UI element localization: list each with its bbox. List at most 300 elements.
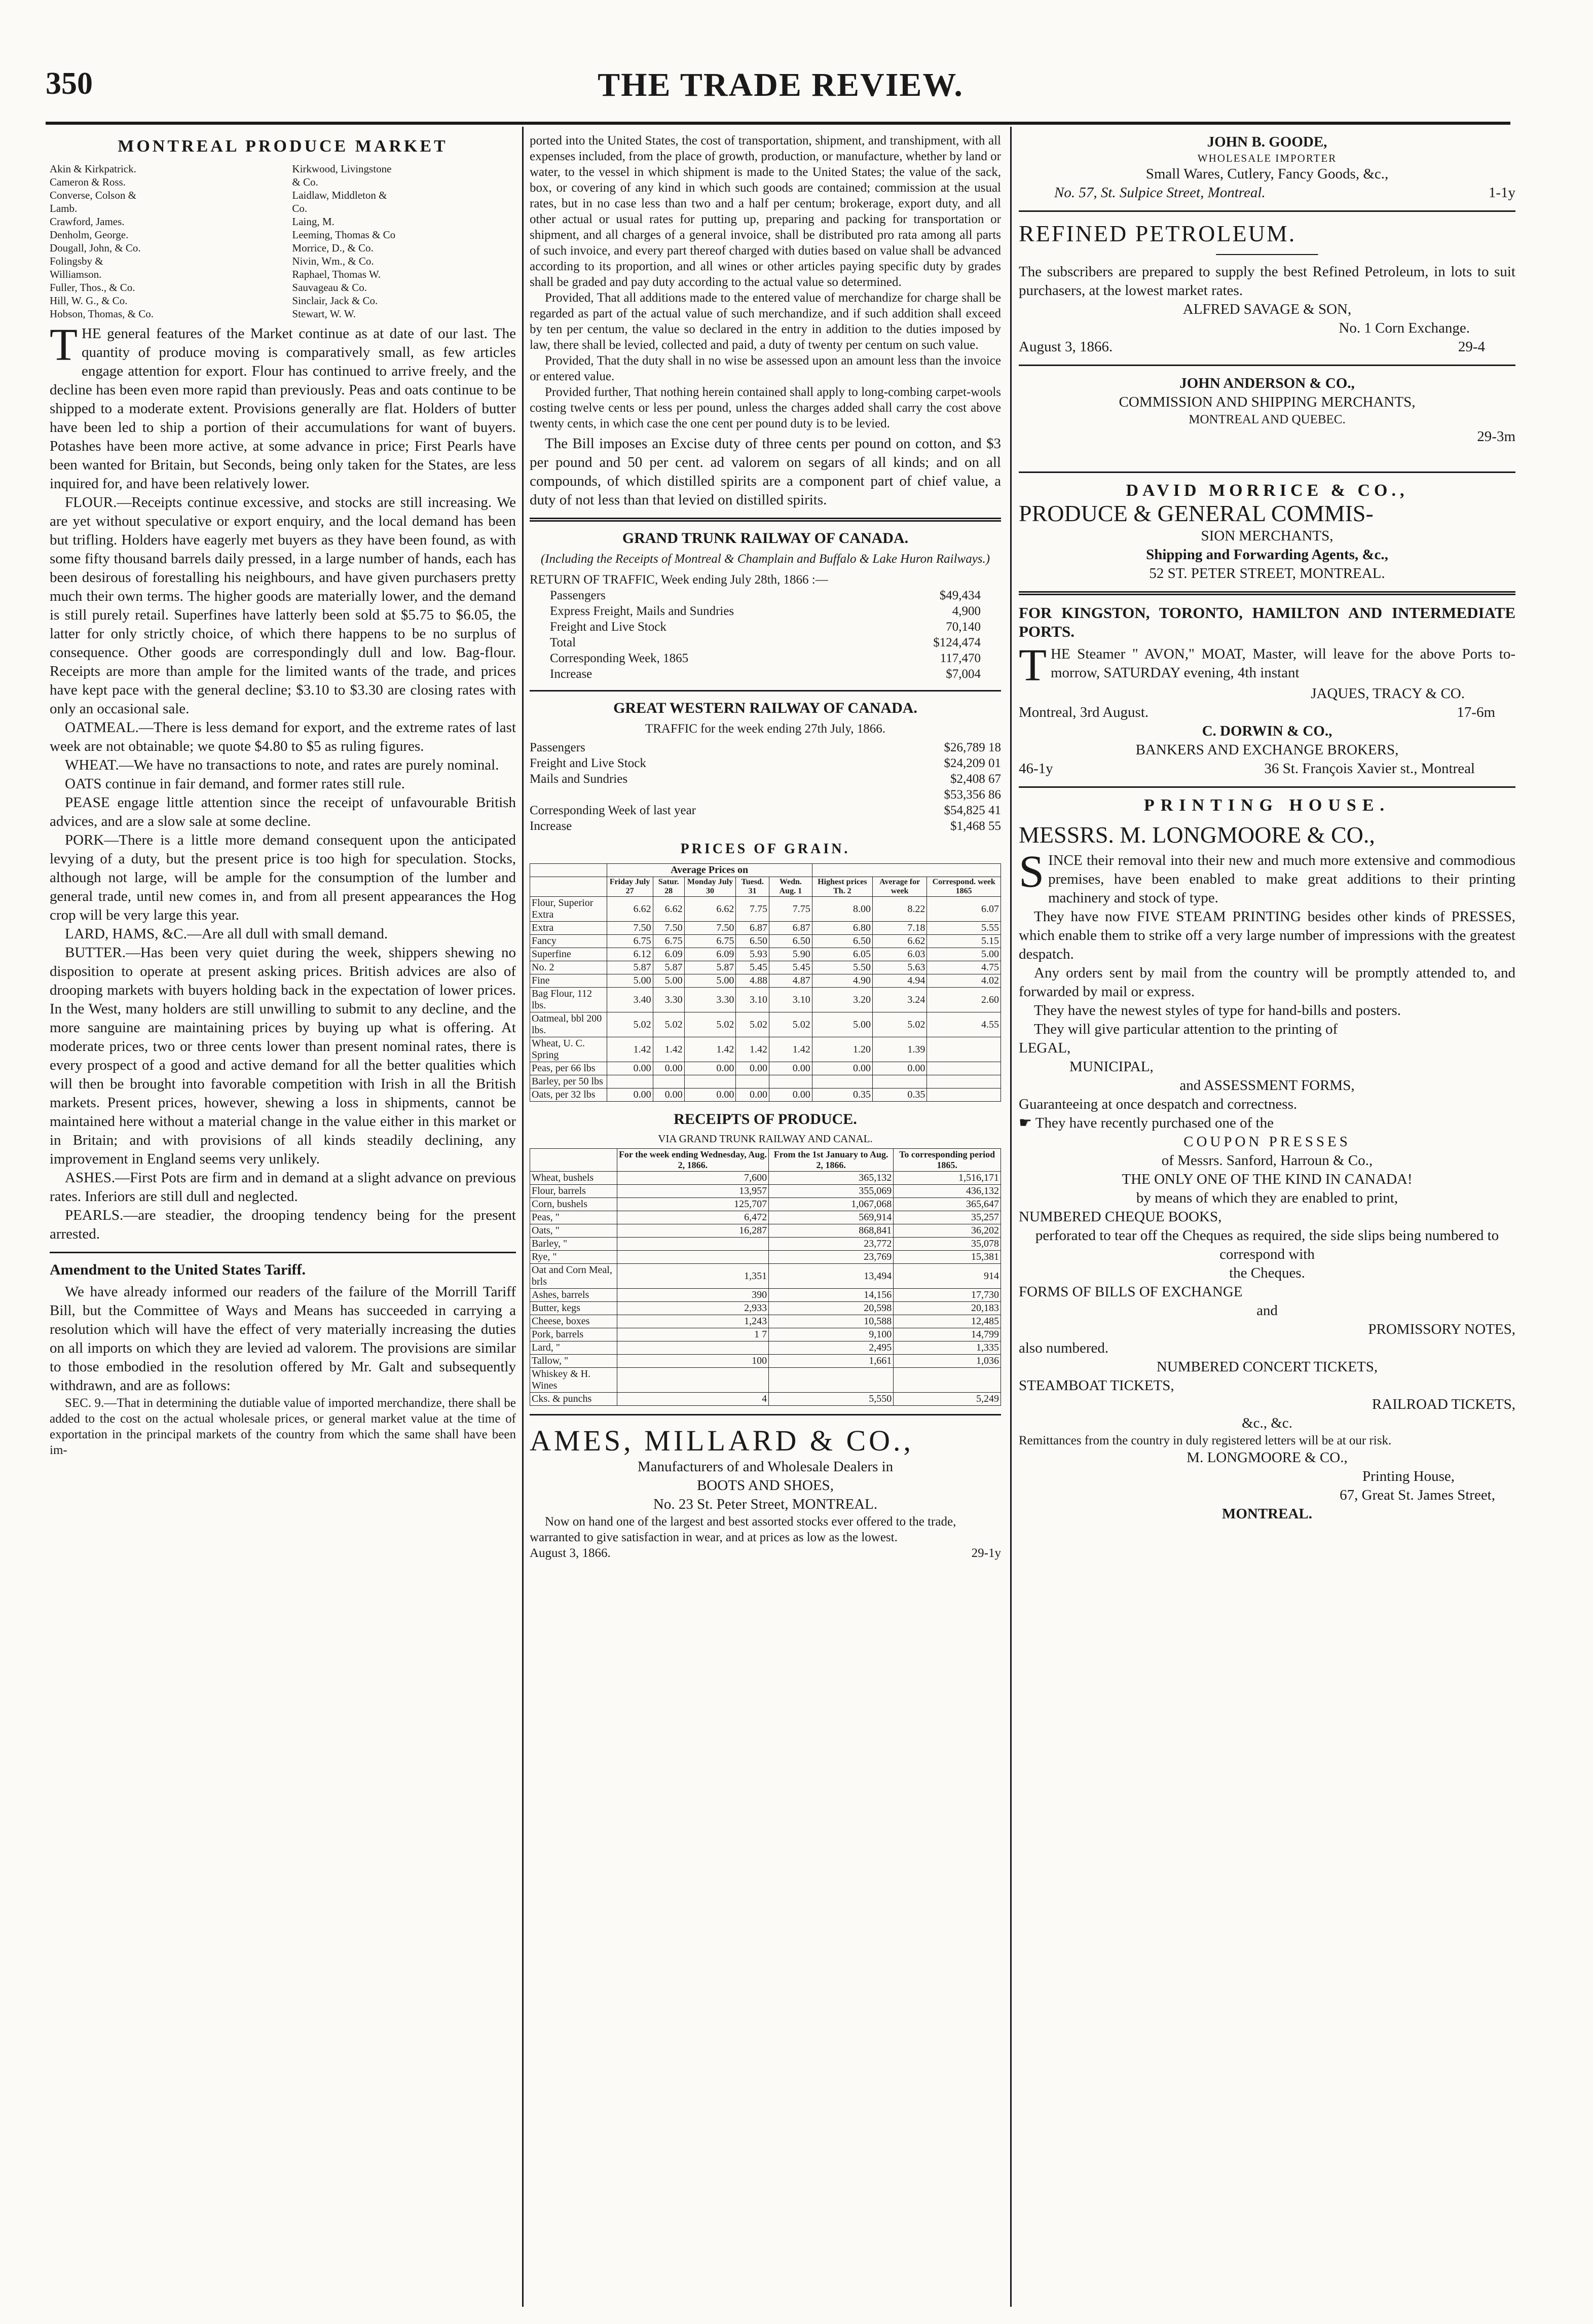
longmoore-railroad: RAILROAD TICKETS, bbox=[1372, 1396, 1515, 1412]
longmoore-perf2: the Cheques. bbox=[1229, 1265, 1305, 1281]
grain-cell: 3.20 bbox=[812, 988, 872, 1012]
grain-cell: 0.00 bbox=[607, 1062, 653, 1075]
grain-row-label: Oatmeal, bbl 200 lbs. bbox=[530, 1012, 607, 1037]
receipts-cell: 365,647 bbox=[894, 1198, 1001, 1211]
firm-list-right bbox=[292, 162, 516, 320]
return-label: Passengers bbox=[550, 589, 606, 602]
grain-corner bbox=[530, 864, 607, 877]
grain-cell: 4.02 bbox=[927, 974, 1001, 988]
receipts-row-label: Flour, barrels bbox=[530, 1185, 617, 1198]
firm-list-left bbox=[50, 162, 274, 320]
receipts-row bbox=[530, 1198, 1001, 1211]
receipts-row bbox=[530, 1302, 1001, 1315]
grain-cell: 5.63 bbox=[873, 961, 927, 974]
longmoore-assessment: and ASSESSMENT FORMS, bbox=[1179, 1077, 1355, 1094]
grain-cell: 7.75 bbox=[736, 897, 769, 922]
grain-col-header: Monday July 30 bbox=[684, 877, 736, 897]
receipts-cell: 23,772 bbox=[769, 1238, 894, 1251]
longmoore-and: and bbox=[1256, 1302, 1278, 1319]
grain-cell: 6.75 bbox=[653, 935, 684, 948]
grain-cell: 3.40 bbox=[607, 988, 653, 1012]
grain-cell bbox=[684, 1075, 736, 1088]
firm-name: Hobson, Thomas, & Co. bbox=[50, 308, 154, 320]
firm-name: Folingsby & Williamson. bbox=[50, 255, 103, 280]
receipts-row bbox=[530, 1393, 1001, 1406]
longmoore-city: MONTREAL. bbox=[1221, 1506, 1313, 1522]
wheat-paragraph: WHEAT.—We have no transactions to note, and rates are purely nominal. bbox=[65, 757, 499, 773]
grain-cell bbox=[607, 1075, 653, 1088]
receipts-row-label: Oat and Corn Meal, brls bbox=[530, 1264, 617, 1289]
receipts-cell: 13,494 bbox=[769, 1264, 894, 1289]
dorwin-address: 36 St. François Xavier st., Montreal bbox=[1264, 760, 1475, 777]
receipts-corner bbox=[530, 1149, 617, 1172]
receipts-row bbox=[530, 1341, 1001, 1355]
return-value: $53,356 86 bbox=[944, 788, 1001, 802]
receipts-row-label: Oats, " bbox=[530, 1224, 617, 1238]
market-heading: MONTREAL PRODUCE MARKET bbox=[118, 137, 448, 156]
column-rule-2 bbox=[1010, 127, 1012, 2307]
sec9-paragraph: SEC. 9.—That in determining the dutiable value of imported merchandize, there shall be added to the cost on the actual wholesale prices, or general market value at the time of exportation in the principal markets of the country from which the same shall have been im- bbox=[50, 1396, 516, 1457]
flour-paragraph: FLOUR.—Receipts continue excessive, and stocks are still increasing. We are yet without speculative or export enquiry, and the local demand has been but trifling. Holders have eagerly met buyers as they have been found, as with some fifty thousand barrels daily pressed, in a large number of hands, each has been desirous of forestalling his neighbours, and have given purchasers pretty much their own terms. The higher goods are materially lower, and the demand is still purely retail. Superfines have latterly been sold at $5.75 to $6.05, the latter for only strictly choice, of which there happens to be no surplus of consequence. Other goods are correspondingly dull and low. Bag-flour. Receipts are more than ample for the limited wants of the trade, and prices have kept pace with the general decline; $3.10 to $3.30 are closing rates with only an occasional sale. bbox=[50, 494, 516, 717]
return-value: 117,470 bbox=[940, 651, 981, 665]
grain-cell: 6.62 bbox=[684, 897, 736, 922]
morrice-address: 52 ST. PETER STREET, MONTREAL. bbox=[1149, 565, 1385, 582]
avon-agents: JAQUES, TRACY & CO. bbox=[1311, 685, 1465, 702]
great-western-subtitle: TRAFFIC for the week ending 27th July, 1866. bbox=[645, 722, 886, 736]
receipts-cell: 355,069 bbox=[769, 1185, 894, 1198]
longmoore-p2: They have now FIVE STEAM PRINTING besides other kinds of PRESSES, which enable them to strike off a very large number of impressions with the greatest despatch. bbox=[1019, 909, 1515, 962]
dorwin-code: 46-1y bbox=[1019, 760, 1053, 777]
return-value: 70,140 bbox=[946, 620, 981, 634]
return-label: Freight and Live Stock bbox=[550, 620, 666, 634]
grain-cell: 5.02 bbox=[607, 1012, 653, 1037]
grain-cell: 5.45 bbox=[769, 961, 812, 974]
longmoore-promissory: PROMISSORY NOTES, bbox=[1368, 1321, 1515, 1337]
grain-cell: 4.90 bbox=[812, 974, 872, 988]
avon-text: HE Steamer " AVON," MOAT, Master, will leave for the above Ports to-morrow, SATURDAY evening, 4th instant bbox=[1050, 646, 1515, 681]
receipts-cell: 17,730 bbox=[894, 1289, 1001, 1302]
grain-cell: 8.22 bbox=[873, 897, 927, 922]
drop-cap: T bbox=[1019, 640, 1047, 691]
petroleum-footer bbox=[1019, 338, 1515, 356]
receipts-row-label: Rye, " bbox=[530, 1251, 617, 1264]
grain-row-label: Bag Flour, 112 lbs. bbox=[530, 988, 607, 1012]
grain-cell: 7.50 bbox=[684, 922, 736, 935]
receipts-row bbox=[530, 1289, 1001, 1302]
grain-cell: 6.87 bbox=[736, 922, 769, 935]
return-label: Corresponding Week of last year bbox=[530, 804, 696, 817]
grain-cell: 0.00 bbox=[736, 1088, 769, 1102]
grain-cell: 4.75 bbox=[927, 961, 1001, 974]
receipts-row bbox=[530, 1315, 1001, 1328]
receipts-cell: 1,661 bbox=[769, 1355, 894, 1368]
grain-cell: 5.02 bbox=[684, 1012, 736, 1037]
lard-paragraph: LARD, HAMS, &C.—Are all dull with small demand. bbox=[65, 926, 388, 942]
grain-row-label: Flour, Superior Extra bbox=[530, 897, 607, 922]
longmoore-remit: Remittances from the country in duly registered letters will be at our risk. bbox=[1019, 1434, 1392, 1447]
grain-heading: PRICES OF GRAIN. bbox=[680, 841, 850, 857]
great-western-heading: GREAT WESTERN RAILWAY OF CANADA. bbox=[613, 700, 917, 716]
petroleum-code: 29-4 bbox=[1458, 339, 1485, 355]
grain-cell: 5.87 bbox=[684, 961, 736, 974]
grain-col-header: Highest prices Th. 2 bbox=[812, 877, 872, 897]
morrice-role2: SION MERCHANTS, bbox=[1201, 528, 1333, 544]
grain-header-row bbox=[530, 877, 1001, 897]
grain-cell: 6.50 bbox=[736, 935, 769, 948]
receipts-col-header: For the week ending Wednesday, Aug. 2, 1866. bbox=[617, 1149, 768, 1172]
grain-cell: 1.42 bbox=[607, 1037, 653, 1062]
receipts-cell: 9,100 bbox=[769, 1328, 894, 1341]
grain-corner bbox=[530, 877, 607, 897]
return-row bbox=[550, 666, 981, 682]
receipts-cell: 35,078 bbox=[894, 1238, 1001, 1251]
grain-cell: 0.00 bbox=[653, 1062, 684, 1075]
goode-name: JOHN B. GOODE, bbox=[1207, 134, 1327, 150]
receipts-cell: 10,588 bbox=[769, 1315, 894, 1328]
grain-cell: 0.00 bbox=[653, 1088, 684, 1102]
grain-cell: 6.05 bbox=[812, 948, 872, 961]
longmoore-sanford: of Messrs. Sanford, Harroun & Co., bbox=[1161, 1152, 1373, 1169]
longmoore-coupon-intro-text: They have recently purchased one of the bbox=[1035, 1115, 1274, 1131]
grain-row-label: Oats, per 32 lbs bbox=[530, 1088, 607, 1102]
grain-cell: 0.00 bbox=[769, 1088, 812, 1102]
longmoore-address: 67, Great St. James Street, bbox=[1340, 1487, 1495, 1503]
firm-list bbox=[50, 162, 516, 320]
page-number: 350 bbox=[46, 66, 93, 101]
grain-cell bbox=[812, 1075, 872, 1088]
longmoore-legal: LEGAL, bbox=[1019, 1040, 1071, 1056]
morrice-role3: Shipping and Forwarding Agents, &c., bbox=[1146, 547, 1388, 563]
grain-row bbox=[530, 1075, 1001, 1088]
receipts-header-row bbox=[530, 1149, 1001, 1172]
column-left bbox=[50, 133, 516, 2313]
receipts-cell: 12,485 bbox=[894, 1315, 1001, 1328]
firm-name: Akin & Kirkpatrick. bbox=[50, 163, 136, 175]
longmoore-printing-house: Printing House, bbox=[1362, 1468, 1455, 1484]
grain-cell: 6.80 bbox=[812, 922, 872, 935]
grain-row bbox=[530, 1037, 1001, 1062]
pearls-paragraph: PEARLS.—are steadier, the drooping tendency being for the present arrested. bbox=[50, 1207, 516, 1242]
longmoore-p1-text: INCE their removal into their new and much more extensive and commodious premises, have been enabled to make great additions to their printing machinery and stock of type. bbox=[1048, 852, 1515, 906]
grain-cell: 1.20 bbox=[812, 1037, 872, 1062]
grand-trunk-heading: GRAND TRUNK RAILWAY OF CANADA. bbox=[622, 530, 909, 547]
ames-line2: BOOTS AND SHOES, bbox=[697, 1477, 834, 1494]
receipts-cell bbox=[617, 1238, 768, 1251]
firm-name: Hill, W. G., & Co. bbox=[50, 295, 128, 307]
grain-cell: 5.00 bbox=[607, 974, 653, 988]
column-rule-1 bbox=[522, 127, 524, 2307]
receipts-row bbox=[530, 1368, 1001, 1393]
receipts-row-label: Whiskey & H. Wines bbox=[530, 1368, 617, 1393]
grain-cell: 5.93 bbox=[736, 948, 769, 961]
grain-cell bbox=[927, 1088, 1001, 1102]
grain-cell: 5.00 bbox=[927, 948, 1001, 961]
petroleum-text: The subscribers are prepared to supply the best Refined Petroleum, in lots to suit purchasers, at the lowest market rates. bbox=[1019, 264, 1515, 299]
receipts-cell bbox=[617, 1251, 768, 1264]
receipts-row bbox=[530, 1224, 1001, 1238]
goode-role: WHOLESALE IMPORTER bbox=[1197, 152, 1337, 164]
grain-cell: 4.87 bbox=[769, 974, 812, 988]
page-header bbox=[46, 66, 1515, 122]
receipts-col-header: From the 1st January to Aug. 2, 1866. bbox=[769, 1149, 894, 1172]
receipts-cell: 125,707 bbox=[617, 1198, 768, 1211]
grain-cell: 1.42 bbox=[736, 1037, 769, 1062]
market-intro bbox=[50, 320, 516, 493]
grain-col-header: Wedn. Aug. 1 bbox=[769, 877, 812, 897]
longmoore-name: MESSRS. M. LONGMOORE & CO., bbox=[1019, 822, 1375, 848]
grain-col-header: Tuesd. 31 bbox=[736, 877, 769, 897]
grain-cell: 0.00 bbox=[769, 1062, 812, 1075]
firm-name: Sauvageau & Co. bbox=[292, 281, 367, 294]
section-rule bbox=[50, 1252, 516, 1253]
grain-cell bbox=[873, 1075, 927, 1088]
great-western-returns bbox=[530, 740, 1001, 834]
pointing-hand-icon: ☛ bbox=[1019, 1115, 1032, 1131]
grain-row-label: Wheat, U. C. Spring bbox=[530, 1037, 607, 1062]
return-row bbox=[530, 787, 1001, 803]
grain-cell: 8.00 bbox=[812, 897, 872, 922]
return-label: Mails and Sundries bbox=[530, 772, 628, 786]
grain-cell: 0.00 bbox=[812, 1062, 872, 1075]
receipts-cell: 6,472 bbox=[617, 1211, 768, 1224]
grain-prices-table bbox=[530, 863, 1001, 1102]
anderson-name: JOHN ANDERSON & CO., bbox=[1179, 375, 1355, 391]
goode-goods: Small Wares, Cutlery, Fancy Goods, &c., bbox=[1145, 166, 1389, 182]
section-rule bbox=[1019, 471, 1515, 473]
section-rule bbox=[530, 690, 1001, 692]
return-label: Passengers bbox=[530, 741, 585, 754]
receipts-cell: 14,799 bbox=[894, 1328, 1001, 1341]
grain-cell: 3.30 bbox=[684, 988, 736, 1012]
longmoore-coupon: COUPON PRESSES bbox=[1183, 1134, 1351, 1150]
grain-col-header: Average for week bbox=[873, 877, 927, 897]
receipts-cell: 16,287 bbox=[617, 1224, 768, 1238]
grain-group-row bbox=[530, 864, 1001, 877]
grain-col-header: Correspond. week 1865 bbox=[927, 877, 1001, 897]
grain-cell bbox=[769, 1075, 812, 1088]
section-rule bbox=[530, 1414, 1001, 1415]
grain-cell: 5.00 bbox=[653, 974, 684, 988]
goode-code: 1-1y bbox=[1488, 185, 1515, 201]
receipts-cell: 2,495 bbox=[769, 1341, 894, 1355]
ames-line1: Manufacturers of and Wholesale Dealers in bbox=[637, 1459, 894, 1475]
grain-row bbox=[530, 1012, 1001, 1037]
receipts-row-label: Tallow, " bbox=[530, 1355, 617, 1368]
longmoore-only: THE ONLY ONE OF THE KIND IN CANADA! bbox=[1122, 1171, 1413, 1187]
return-value: $49,434 bbox=[939, 589, 981, 602]
grain-cell: 0.35 bbox=[873, 1088, 927, 1102]
ames-firm: AMES, MILLARD & CO., bbox=[530, 1424, 914, 1457]
grain-row-label: Fine bbox=[530, 974, 607, 988]
grain-cell: 5.50 bbox=[812, 961, 872, 974]
firm-name: Kirkwood, Livingstone & Co. bbox=[292, 163, 392, 188]
header-rule bbox=[46, 122, 1510, 125]
grain-cell: 0.00 bbox=[736, 1062, 769, 1075]
petroleum-address: No. 1 Corn Exchange. bbox=[1339, 320, 1470, 336]
grain-cell: 6.09 bbox=[653, 948, 684, 961]
excise-paragraph: The Bill imposes an Excise duty of three cents per pound on cotton, and $3 per pound and 50 per cent. ad valorem on segars of all kinds; and on all compounds, of which distilled spirits are a component part of chief value, a duty of not less than that levied on distilled spirits. bbox=[530, 435, 1001, 508]
firm-name: Leeming, Thomas & Co bbox=[292, 229, 396, 241]
receipts-cell: 1 7 bbox=[617, 1328, 768, 1341]
grain-cell: 7.50 bbox=[653, 922, 684, 935]
return-label: Increase bbox=[550, 667, 592, 681]
section-rule bbox=[530, 518, 1001, 522]
grand-trunk-returns bbox=[530, 588, 1001, 682]
grain-row bbox=[530, 935, 1001, 948]
journal-title: THE TRADE REVIEW. bbox=[598, 66, 964, 103]
grain-row bbox=[530, 1088, 1001, 1102]
firm-name: Laidlaw, Middleton & Co. bbox=[292, 189, 387, 214]
receipts-cell: 15,381 bbox=[894, 1251, 1001, 1264]
petroleum-title: REFINED PETROLEUM. bbox=[1019, 221, 1296, 246]
pease-paragraph: PEASE engage little attention since the receipt of unfavourable British advices, and are a slow sale at some decline. bbox=[50, 794, 516, 829]
longmoore-etc: &c., &c. bbox=[1242, 1415, 1292, 1431]
receipts-cell bbox=[617, 1341, 768, 1355]
receipts-row bbox=[530, 1355, 1001, 1368]
longmoore-concert: NUMBERED CONCERT TICKETS, bbox=[1156, 1359, 1378, 1375]
return-value: 4,900 bbox=[952, 604, 981, 618]
grain-cell: 5.02 bbox=[736, 1012, 769, 1037]
grain-row bbox=[530, 1062, 1001, 1075]
return-value: $24,209 01 bbox=[944, 756, 1001, 770]
receipts-row-label: Cheese, boxes bbox=[530, 1315, 617, 1328]
grain-cell: 3.24 bbox=[873, 988, 927, 1012]
avon-date: Montreal, 3rd August. bbox=[1019, 704, 1149, 720]
receipts-row bbox=[530, 1185, 1001, 1198]
receipts-row-label: Wheat, bushels bbox=[530, 1172, 617, 1185]
grain-cell: 2.60 bbox=[927, 988, 1001, 1012]
return-value: $1,468 55 bbox=[950, 819, 1001, 833]
petroleum-firm: ALFRED SAVAGE & SON, bbox=[1182, 301, 1352, 317]
section-rule bbox=[1019, 591, 1515, 595]
grain-row bbox=[530, 897, 1001, 922]
grain-blank bbox=[812, 864, 1001, 877]
grain-cell: 3.10 bbox=[736, 988, 769, 1012]
longmoore-guarantee: Guaranteeing at once despatch and correctness. bbox=[1019, 1096, 1298, 1112]
receipts-cell: 35,257 bbox=[894, 1211, 1001, 1224]
grain-cell: 0.00 bbox=[607, 1088, 653, 1102]
grain-cell bbox=[927, 1062, 1001, 1075]
grain-cell: 5.15 bbox=[927, 935, 1001, 948]
firm-name: Crawford, James. bbox=[50, 215, 125, 228]
proviso-2: Provided, That the duty shall in no wise be assessed upon an amount less than the invoice or entered value. bbox=[530, 354, 1001, 383]
return-value: $2,408 67 bbox=[950, 772, 1001, 786]
proviso-3: Provided further, That nothing herein contained shall apply to long-combing carpet-wools costing twelve cents or less per pound, unless the charges added shall carry the cost above twenty cents, in which case the one cent per pound duty is to be levied. bbox=[530, 385, 1001, 430]
drop-cap: S bbox=[1019, 847, 1045, 897]
market-intro-text: HE general features of the Market continue as at date of our last. The quantity of produce moving is comparatively small, as few articles engage attention for export. Flour has continued to arrive freely, and the decline has been even more rapid than previously. Peas and oats continue to be shipped to a moderate extent. Provisions generally are flat. Holders of butter have been led to ship a portion of their accumulations for want of buyers. Potashes have been more active, at some advance in price; First Pearls have been wanted for Britain, but Seconds, being only taken for the States, are less inquired for, and have been relatively lower. bbox=[50, 325, 516, 492]
firm-name: Dougall, John, & Co. bbox=[50, 242, 141, 254]
receipts-row-label: Butter, kegs bbox=[530, 1302, 617, 1315]
section-rule bbox=[1019, 365, 1515, 366]
tariff-paragraph: We have already informed our readers of the failure of the Morrill Tariff Bill, but the Committee of Ways and Means has succeeded in carrying a resolution which will have the effect of very materially increasing the duties on all imports on which they are levied ad valorem. The provisions are similar to those embodied in the resolution offered by Mr. Galt and subsequently withdrawn, and are as follows: bbox=[50, 1284, 516, 1394]
grain-cell: 5.55 bbox=[927, 922, 1001, 935]
longmoore-forms: FORMS OF BILLS OF EXCHANGE bbox=[1019, 1284, 1243, 1300]
grain-cell: 6.75 bbox=[684, 935, 736, 948]
receipts-cell: 36,202 bbox=[894, 1224, 1001, 1238]
grain-cell: 6.09 bbox=[684, 948, 736, 961]
grain-cell: 6.62 bbox=[653, 897, 684, 922]
grain-cell: 6.12 bbox=[607, 948, 653, 961]
receipts-row-label: Cks. & punchs bbox=[530, 1393, 617, 1406]
grain-cell: 1.42 bbox=[684, 1037, 736, 1062]
receipts-row bbox=[530, 1328, 1001, 1341]
grain-cell: 3.30 bbox=[653, 988, 684, 1012]
receipts-row-label: Pork, barrels bbox=[530, 1328, 617, 1341]
firm-name: Laing, M. bbox=[292, 215, 335, 228]
longmoore-cheque: NUMBERED CHEQUE BOOKS, bbox=[1019, 1209, 1222, 1225]
grand-trunk-subtitle: (Including the Receipts of Montreal & Champlain and Buffalo & Lake Huron Railways.) bbox=[540, 552, 990, 566]
tariff-continued: ported into the United States, the cost of transportation, shipment, and transhipment, with all expenses included, from the place of growth, production, or manufacture, whether by land or water, to the vessel in which shipment is made to the United States; the value of the sack, box, or covering of any kind in which such goods are contained; commission at the usual rates, but in no case less than two and a half per centum; brokerage, export duty, and all other actual or usual rates for putting up, preparing and packing for transportation or shipment, and all charges of a general invoice, shall be distributed pro rata among all parts of such invoice, and every part thereof charged with duties based on value shall be advanced according to its proportion, and all wines or other articles paying specific duty by grades shall be graded and pay duty according to the actual value so determined. bbox=[530, 134, 1001, 289]
grain-cell: 7.18 bbox=[873, 922, 927, 935]
avon-notice bbox=[1019, 640, 1515, 691]
butter-paragraph: BUTTER.—Has been very quiet during the week, shippers shewing no disposition to operate at present asking prices. British advices are also of drooping markets with buyers holding back in the expectation of lower prices. In the West, many holders are still unwilling to submit to any decline, and the more sanguine are maintaining prices by buying up what is offering. At moderate prices, two or three cents lower than present nominal rates, there is every prospect of a good and active demand for all the better qualities which will then be brought into favorable competition with Irish in all the British markets. Present prices, however, shewing a loss in shipments, cannot be maintained here without a material change in the value either in this market or in Britain; and with provisions of all kinds steadily declining, any improvement in England seems very unlikely. bbox=[50, 945, 516, 1167]
grain-row bbox=[530, 961, 1001, 974]
firm-name: Sinclair, Jack & Co. bbox=[292, 295, 378, 307]
longmoore-p5: They will give particular attention to the printing of bbox=[1034, 1021, 1338, 1037]
longmoore-p3: Any orders sent by mail from the country will be promptly attended to, and forwarded by mail or express. bbox=[1019, 965, 1515, 1000]
grain-row bbox=[530, 948, 1001, 961]
grain-cell: 5.00 bbox=[684, 974, 736, 988]
longmoore-steamboat: STEAMBOAT TICKETS, bbox=[1019, 1377, 1174, 1394]
receipts-cell: 2,933 bbox=[617, 1302, 768, 1315]
receipts-row-label: Corn, bushels bbox=[530, 1198, 617, 1211]
receipts-cell: 1,335 bbox=[894, 1341, 1001, 1355]
grain-cell: 6.87 bbox=[769, 922, 812, 935]
proviso-1: Provided, That all additions made to the entered value of merchandize for charge shall be regarded as part of the actual value of such merchandize, and if such addition shall exceed by ten per centum, the value so declared in the entry in addition to the duties imposed by law, there shall be levied, collected and paid, a duty of twenty per centum on such value. bbox=[530, 291, 1001, 352]
receipts-cell: 20,598 bbox=[769, 1302, 894, 1315]
return-value: $7,004 bbox=[946, 667, 981, 681]
dorwin-footer bbox=[1019, 759, 1515, 778]
grain-cell: 1.39 bbox=[873, 1037, 927, 1062]
receipts-cell: 1,516,171 bbox=[894, 1172, 1001, 1185]
return-value: $26,789 18 bbox=[944, 741, 1001, 754]
grain-col-header: Friday July 27 bbox=[607, 877, 653, 897]
receipts-cell bbox=[769, 1368, 894, 1393]
grain-row bbox=[530, 922, 1001, 935]
grain-group-header: Average Prices on bbox=[607, 864, 812, 877]
kingston-title: FOR KINGSTON, TORONTO, HAMILTON AND INTERMEDIATE PORTS. bbox=[1019, 604, 1515, 640]
grain-cell: 7.75 bbox=[769, 897, 812, 922]
return-label: Express Freight, Mails and Sundries bbox=[550, 604, 734, 618]
return-row bbox=[550, 603, 981, 619]
grain-row bbox=[530, 988, 1001, 1012]
receipts-cell bbox=[894, 1368, 1001, 1393]
grain-cell: 4.88 bbox=[736, 974, 769, 988]
grain-cell: 5.87 bbox=[653, 961, 684, 974]
grain-row bbox=[530, 974, 1001, 988]
ames-code: 29-1y bbox=[971, 1546, 1001, 1560]
grain-cell: 3.10 bbox=[769, 988, 812, 1012]
grand-trunk-intro: RETURN OF TRAFFIC, Week ending July 28th, 1866 :— bbox=[530, 573, 828, 587]
drop-cap: T bbox=[50, 320, 78, 370]
morrice-name: DAVID MORRICE & CO., bbox=[1126, 481, 1409, 500]
receipts-row bbox=[530, 1251, 1001, 1264]
grain-cell: 6.50 bbox=[769, 935, 812, 948]
longmoore-p1 bbox=[1019, 847, 1515, 907]
oats-paragraph: OATS continue in fair demand, and former rates still rule. bbox=[65, 776, 405, 792]
return-label: Freight and Live Stock bbox=[530, 756, 646, 770]
firm-name: Morrice, D., & Co. bbox=[292, 242, 374, 254]
receipts-cell: 390 bbox=[617, 1289, 768, 1302]
column-middle bbox=[530, 133, 1001, 2313]
receipts-cell: 13,957 bbox=[617, 1185, 768, 1198]
receipts-cell: 1,067,068 bbox=[769, 1198, 894, 1211]
receipts-cell: 14,156 bbox=[769, 1289, 894, 1302]
receipts-cell: 868,841 bbox=[769, 1224, 894, 1238]
receipts-col-header: To corresponding period 1865. bbox=[894, 1149, 1001, 1172]
grain-row-label: Superfine bbox=[530, 948, 607, 961]
section-rule bbox=[1019, 786, 1515, 788]
